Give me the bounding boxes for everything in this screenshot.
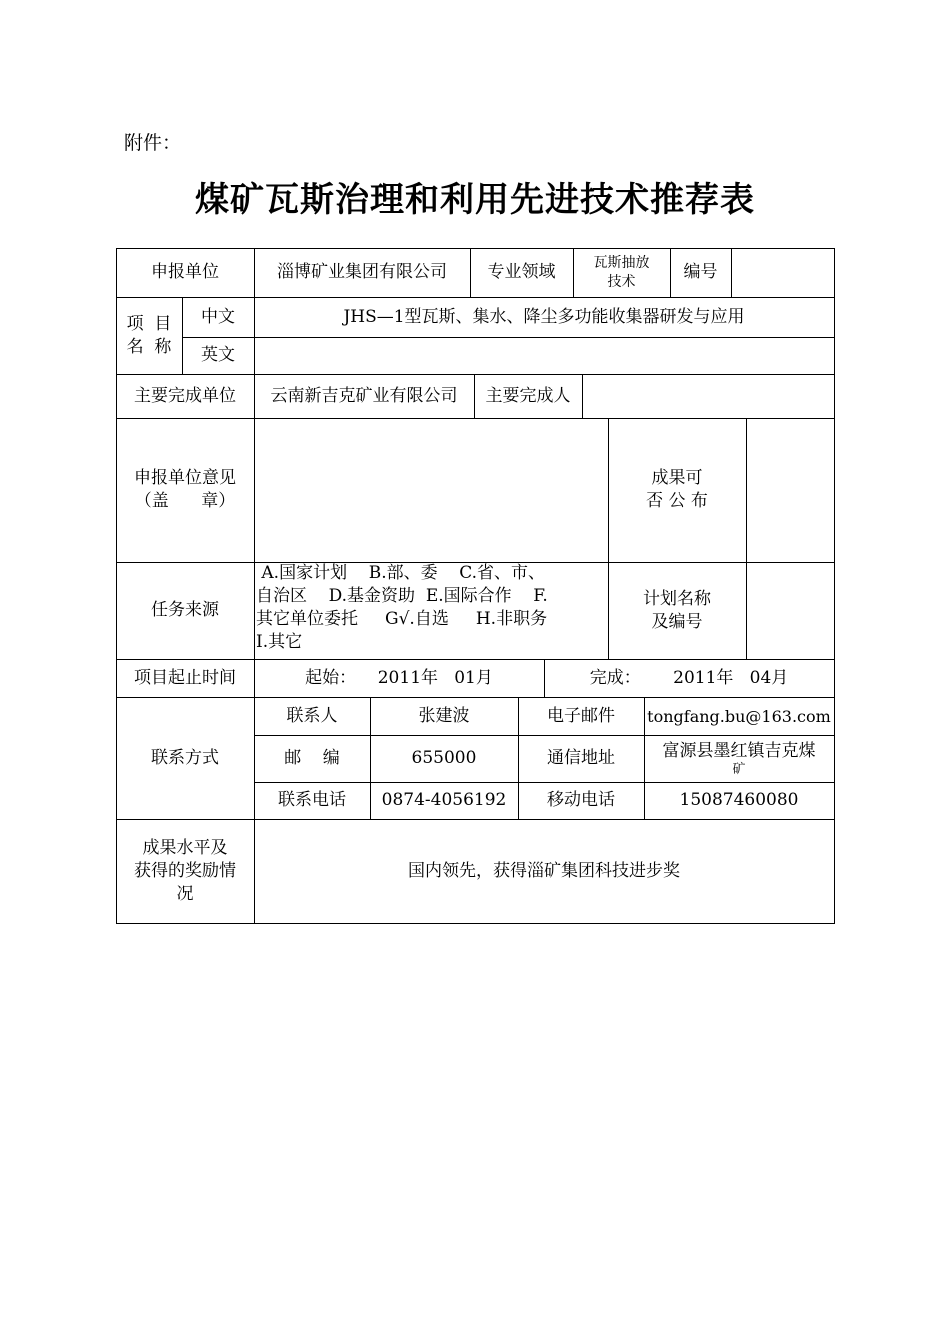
task-source-label: 任务来源 — [151, 600, 219, 620]
field-label: 专业领域 — [487, 262, 556, 282]
opinion-label — [116, 418, 254, 562]
opinion-label-line2: （盖 章） — [134, 491, 236, 511]
email-label: 电子邮件 — [547, 705, 615, 726]
zip-value: 655000 — [411, 748, 477, 768]
phone-value: 0874-4056192 — [381, 790, 507, 810]
task-source-options — [254, 562, 608, 659]
completion-person-label: 主要完成人 — [485, 385, 571, 406]
applicant-label: 申报单位 — [151, 262, 219, 282]
achievement-label-line2: 获得的奖励情 — [134, 860, 236, 881]
task-source-line2: 自治区 D.基金资助 E.国际合作 F. — [256, 586, 548, 606]
task-source-line3: 其它单位委托 G√.自选 H.非职务 — [256, 609, 548, 629]
chinese-label: 中文 — [201, 306, 235, 327]
period-label: 项目起止时间 — [134, 667, 236, 688]
number-value[interactable] — [731, 248, 834, 297]
project-name-label-line2: 名 称 — [126, 336, 172, 357]
plan-name-label-line1: 计划名称 — [643, 588, 711, 609]
contact-person-value: 张建波 — [418, 705, 470, 726]
opinion-value[interactable] — [254, 418, 608, 562]
address-line1: 富源县墨红镇吉克煤 — [662, 741, 816, 761]
publish-label-line1: 成果可 — [651, 468, 703, 488]
publish-label-line2: 否 公 布 — [646, 491, 708, 511]
address-label: 通信地址 — [547, 748, 615, 768]
plan-name-label — [608, 562, 746, 659]
mobile-value: 15087460080 — [679, 790, 799, 810]
field-value: 瓦斯抽放技术 — [593, 254, 650, 290]
project-name-label-line1: 项 目 — [126, 313, 172, 334]
plan-name-label-line2: 及编号 — [651, 611, 703, 632]
achievement-value: 国内领先，获得淄矿集团科技进步奖 — [408, 860, 680, 881]
english-name-value[interactable] — [254, 337, 834, 374]
attachment-label: 附件： — [124, 132, 182, 154]
page-title: 煤矿瓦斯治理和利用先进技术推荐表 — [195, 180, 755, 220]
period-end: 完成： 2011年 04月 — [589, 667, 789, 688]
number-label: 编号 — [683, 262, 718, 282]
project-name-label — [116, 297, 182, 374]
publish-label — [608, 418, 746, 562]
achievement-label-line1: 成果水平及 — [142, 837, 228, 858]
plan-name-value[interactable] — [746, 562, 834, 659]
task-source-line1: A.国家计划 B.部、委 C.省、市、 — [256, 563, 546, 583]
task-source-line4: I.其它 — [256, 632, 303, 652]
mobile-label: 移动电话 — [547, 790, 615, 810]
address-line2: 矿 — [732, 762, 746, 777]
phone-label: 联系电话 — [278, 790, 346, 810]
zip-label: 邮 编 — [284, 748, 340, 768]
period-start: 起始： 2011年 01月 — [305, 667, 493, 688]
english-label: 英文 — [201, 345, 235, 365]
contact-label: 联系方式 — [151, 747, 219, 768]
publish-value[interactable] — [746, 418, 834, 562]
address-value — [644, 735, 834, 782]
applicant-value: 淄博矿业集团有限公司 — [277, 262, 447, 282]
completion-unit-value: 云南新吉克矿业有限公司 — [270, 385, 458, 406]
completion-person-value[interactable] — [582, 374, 834, 418]
email-value[interactable]: tongfang.bu@163.com — [647, 706, 831, 726]
completion-unit-label: 主要完成单位 — [134, 385, 236, 406]
opinion-label-line1: 申报单位意见 — [134, 468, 236, 488]
achievement-label-line3: 况 — [176, 883, 194, 904]
achievement-label — [116, 819, 254, 923]
contact-person-label: 联系人 — [286, 705, 338, 726]
chinese-name-value: JHS—1型瓦斯、集水、降尘多功能收集器研发与应用 — [343, 306, 745, 327]
